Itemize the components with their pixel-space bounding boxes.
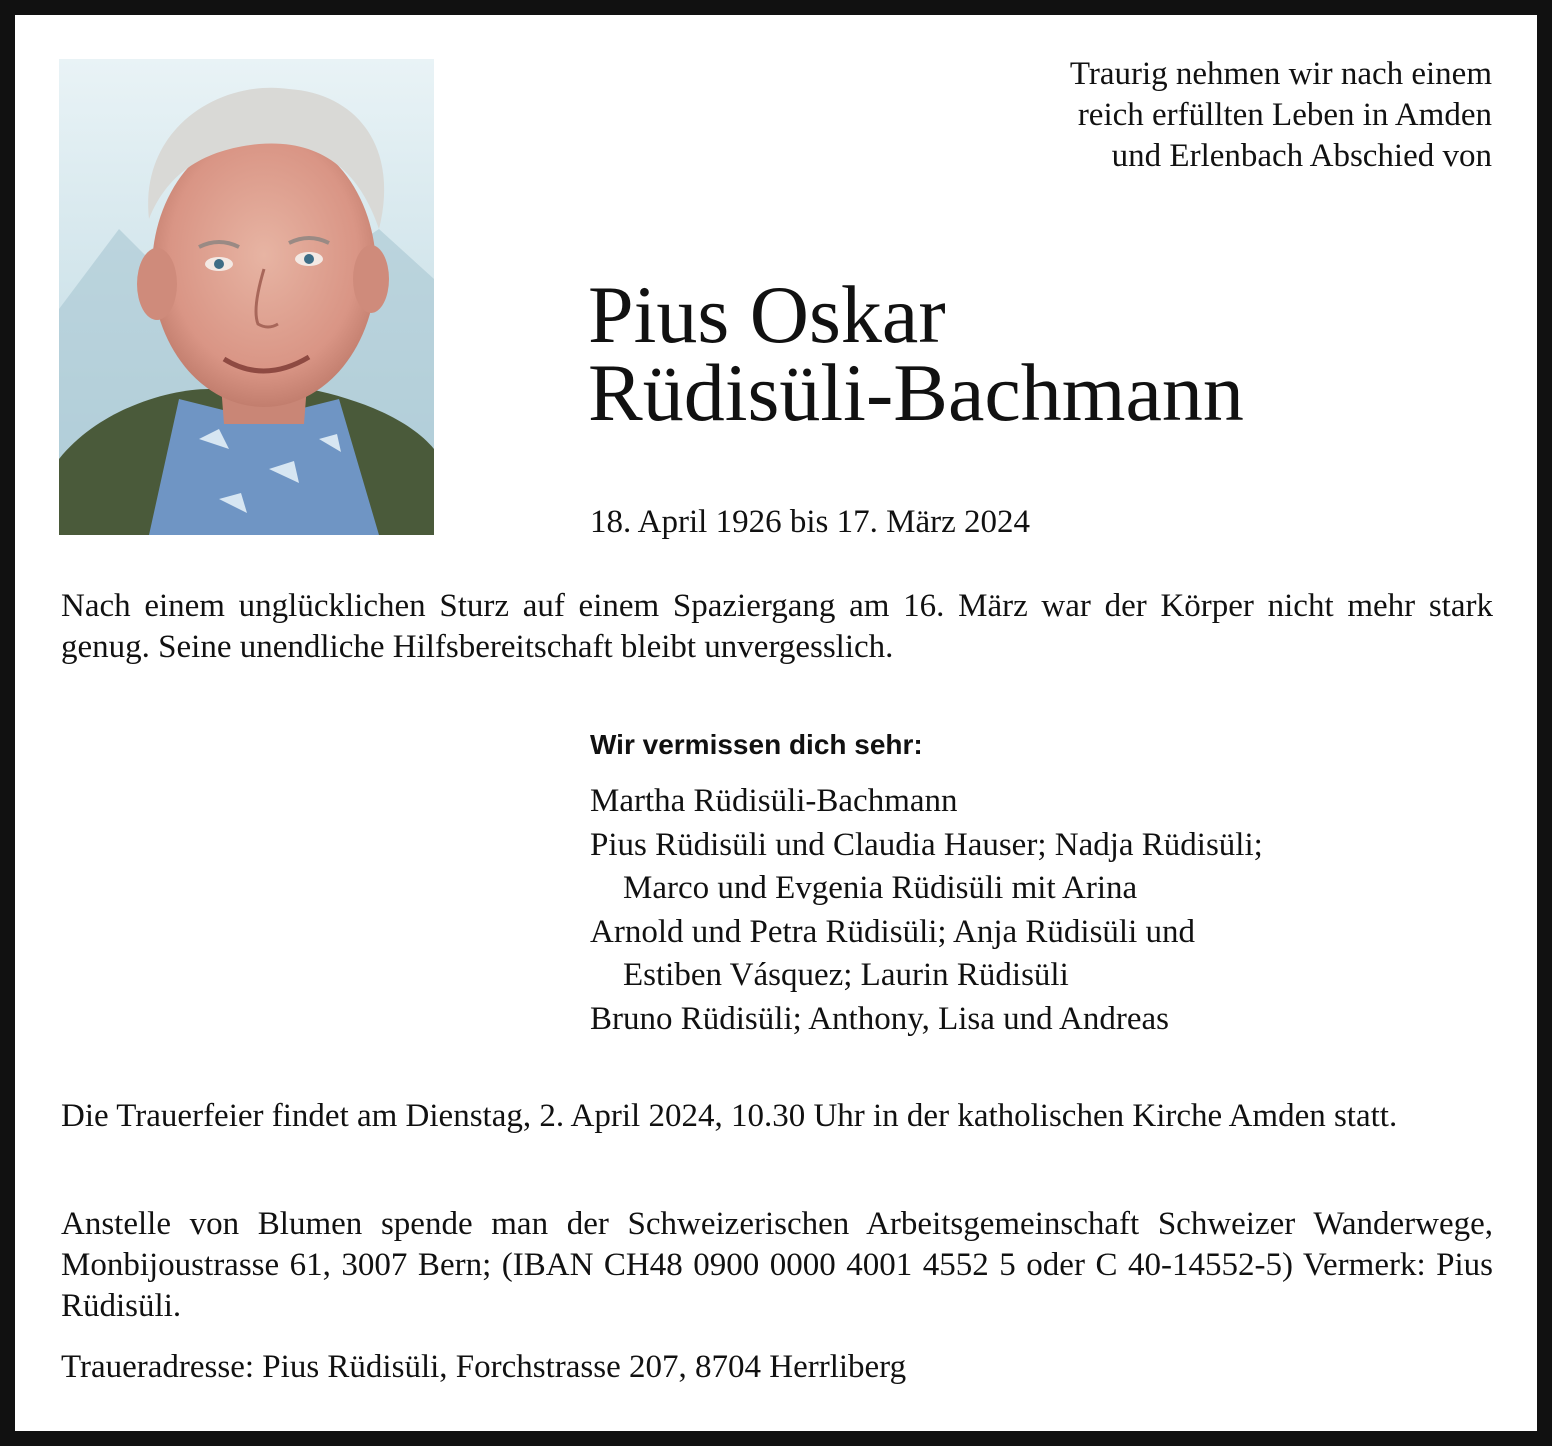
service-paragraph: Die Trauerfeier findet am Dienstag, 2. April 2024, 10.30 Uhr in der katholischen Kirche Amden statt. bbox=[61, 1098, 1398, 1134]
mourner-line-continued: Marco und Evgenia Rüdisüli mit Arina bbox=[623, 870, 1138, 906]
life-dates: 18. April 1926 bis 17. März 2024 bbox=[590, 504, 1030, 540]
mourner-line: Martha Rüdisüli-Bachmann bbox=[590, 783, 958, 819]
address-paragraph: Traueradresse: Pius Rüdisüli, Forchstrasse 207, 8704 Herrliberg bbox=[61, 1349, 907, 1385]
intro-line: reich erfüllten Leben in Amden bbox=[1077, 97, 1492, 133]
mourner-line: Pius Rüdisüli und Claudia Hauser; Nadja Rüdisüli; bbox=[590, 826, 1263, 863]
mourner-line: Bruno Rüdisüli; Anthony, Lisa und Andreas bbox=[590, 1000, 1170, 1037]
deceased-name bbox=[588, 269, 1244, 438]
name-line-1: Pius Oskar bbox=[588, 269, 946, 360]
intro-line: und Erlenbach Abschied von bbox=[1111, 138, 1492, 174]
name-line-2: Rüdisüli-Bachmann bbox=[588, 347, 1244, 438]
mourner-entry bbox=[590, 911, 1490, 998]
mourners-heading: Wir vermissen dich sehr: bbox=[590, 729, 923, 760]
intro-text bbox=[872, 54, 1492, 177]
mourner-line: Arnold und Petra Rüdisüli; Anja Rüdisüli und bbox=[590, 913, 1196, 950]
accident-paragraph: Nach einem unglücklichen Sturz auf einem Spaziergang am 16. März war der Körper nicht mehr stark genug. Seine unendliche Hilfsbereitschaft bleibt unvergesslich. bbox=[61, 588, 1493, 665]
intro-line: Traurig nehmen wir nach einem bbox=[1069, 56, 1492, 92]
mourners-list bbox=[590, 780, 1490, 1041]
portrait-photo bbox=[59, 59, 434, 535]
mourner-entry bbox=[590, 780, 1490, 824]
mourner-entry bbox=[590, 998, 1490, 1042]
donation-paragraph: Anstelle von Blumen spende man der Schweizerischen Arbeitsgemeinschaft Schweizer Wanderwege, Monbijoustrasse 61, 3007 Bern; (IBAN CH48 0900 0000 4001 4552 5 oder C 40-14552-5) Vermerk: Pius Rüdisüli. bbox=[61, 1206, 1493, 1324]
mourner-line-continued: Estiben Vásquez; Laurin Rüdisüli bbox=[623, 957, 1069, 993]
mourner-entry bbox=[590, 824, 1490, 911]
